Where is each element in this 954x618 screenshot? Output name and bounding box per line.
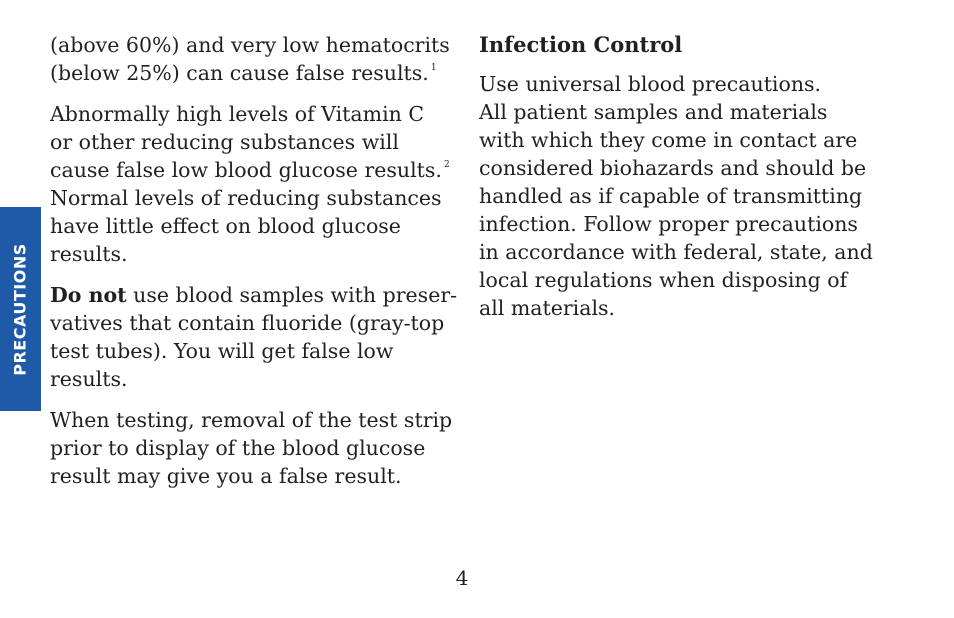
infection-control-paragraph (479, 70, 879, 322)
text-segment: cause false low blood glucose results. (50, 158, 442, 182)
text-line: result may give you a false result. (50, 464, 402, 488)
text-line: all materials. (479, 296, 616, 320)
text-line-with-footnote (50, 156, 450, 184)
text-line (50, 281, 458, 309)
bold-warning-lead: Do not (50, 283, 127, 307)
footnote-marker: 1 (430, 63, 437, 73)
text-segment: (below 25%) can cause false results. (50, 61, 429, 85)
text-line: All patient samples and materials (479, 100, 828, 124)
text-line: results. (50, 242, 128, 266)
text-line: in accordance with federal, state, and (479, 240, 873, 264)
text-line: vatives that contain fluoride (gray-top (50, 311, 445, 335)
left-column (50, 31, 458, 503)
test-strip-paragraph (50, 406, 453, 490)
text-line: (above 60%) and very low hematocrits (50, 33, 450, 57)
fluoride-warning-paragraph (50, 281, 458, 393)
text-line: with which they come in contact are (479, 128, 858, 152)
text-line: handled as if capable of transmitting (479, 184, 863, 208)
text-line: prior to display of the blood glucose (50, 436, 426, 460)
text-line-with-footnote (50, 59, 450, 87)
text-line: Normal levels of reducing substances (50, 186, 442, 210)
section-side-tab (0, 207, 41, 411)
right-column (479, 31, 879, 335)
hematocrit-paragraph (50, 31, 450, 87)
text-line: or other reducing substances will (50, 130, 399, 154)
text-line: When testing, removal of the test strip (50, 408, 453, 432)
text-line: Abnormally high levels of Vitamin C (50, 102, 425, 126)
vitamin-c-paragraph (50, 100, 450, 268)
text-line: have little effect on blood glucose (50, 214, 401, 238)
text-line: test tubes). You will get false low (50, 339, 394, 363)
text-segment: use blood samples with preser- (126, 283, 458, 307)
footnote-marker: 2 (443, 160, 450, 170)
page-number: 4 (455, 566, 469, 590)
text-line: considered biohazards and should be (479, 156, 867, 180)
text-line: Use universal blood precautions. (479, 72, 822, 96)
section-tab-label: PRECAUTIONS (11, 242, 31, 376)
text-line: local regulations when disposing of (479, 268, 848, 292)
infection-control-heading: Infection Control (479, 32, 683, 57)
text-line: infection. Follow proper precautions (479, 212, 858, 236)
text-line: results. (50, 367, 128, 391)
